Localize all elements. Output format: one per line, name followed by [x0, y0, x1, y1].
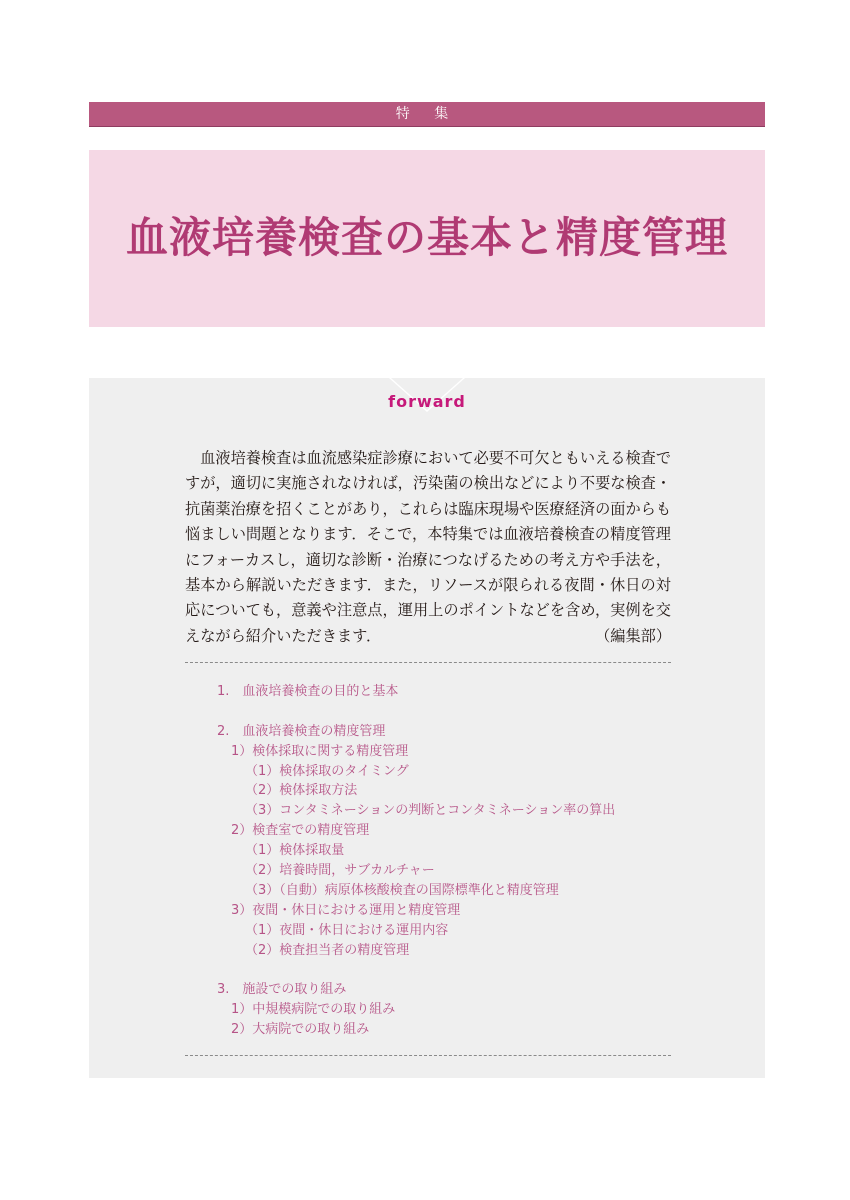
- intro-paragraph: 血液培養検査は血流感染症診療において必要不可欠ともいえる検査ですが，適切に実施されなければ，汚染菌の検出などにより不要な検査・抗菌薬治療を招くことがあり，これらは臨床現場や医療経済の面からも悩ましい問題となります．そこで，本特集では血液培養検査の精度管理にフォーカスし，適切な診断・治療につなげるための考え方や手法を，基本から解説いただきます．また，リソースが限られる夜間・休日の対応についても，意義や注意点，運用上のポイントなどを含め，実例を交えながら紹介いただきます．: [185, 449, 671, 645]
- toc-item: 1）中規模病院での取り組み: [231, 1002, 396, 1018]
- table-of-contents: [217, 682, 677, 1040]
- editor-credit: （編集部）: [595, 626, 671, 645]
- toc-item: （1）検体採取のタイミング: [245, 763, 409, 779]
- divider-top: [185, 662, 671, 663]
- toc-item: （1）夜間・休日における運用内容: [245, 922, 449, 938]
- forward-label: forward: [388, 392, 466, 411]
- toc-item: （2）検査担当者の精度管理: [245, 942, 410, 958]
- section-band: [89, 102, 765, 126]
- toc-item: 3）夜間・休日における運用と精度管理: [231, 902, 461, 918]
- toc-item: （2）培養時間，サブカルチャー: [245, 863, 435, 879]
- toc-item: 1. 血液培養検査の目的と基本: [217, 684, 399, 699]
- page-title: 血液培養検査の基本と精度管理: [125, 213, 728, 262]
- toc-item: 3. 施設での取り組み: [217, 982, 347, 998]
- toc-item: 2）検査室での精度管理: [231, 823, 370, 839]
- section-label: 特 集: [395, 106, 459, 122]
- toc-item: 1）検体採取に関する精度管理: [231, 743, 409, 759]
- divider-bottom: [185, 1055, 671, 1056]
- title-box: [89, 150, 765, 327]
- forward-box: [89, 378, 765, 1078]
- toc-item: （2）検体採取方法: [245, 783, 358, 799]
- toc-item: （1）検体採取量: [245, 843, 345, 859]
- intro-text: [185, 446, 671, 649]
- toc-item: 2）大病院での取り組み: [231, 1022, 370, 1038]
- toc-item: 2. 血液培養検査の精度管理: [217, 723, 386, 739]
- toc-item: （3）（自動）病原体核酸検査の国際標準化と精度管理: [245, 882, 559, 898]
- toc-item: （3）コンタミネーションの判断とコンタミネーション率の算出: [245, 803, 616, 819]
